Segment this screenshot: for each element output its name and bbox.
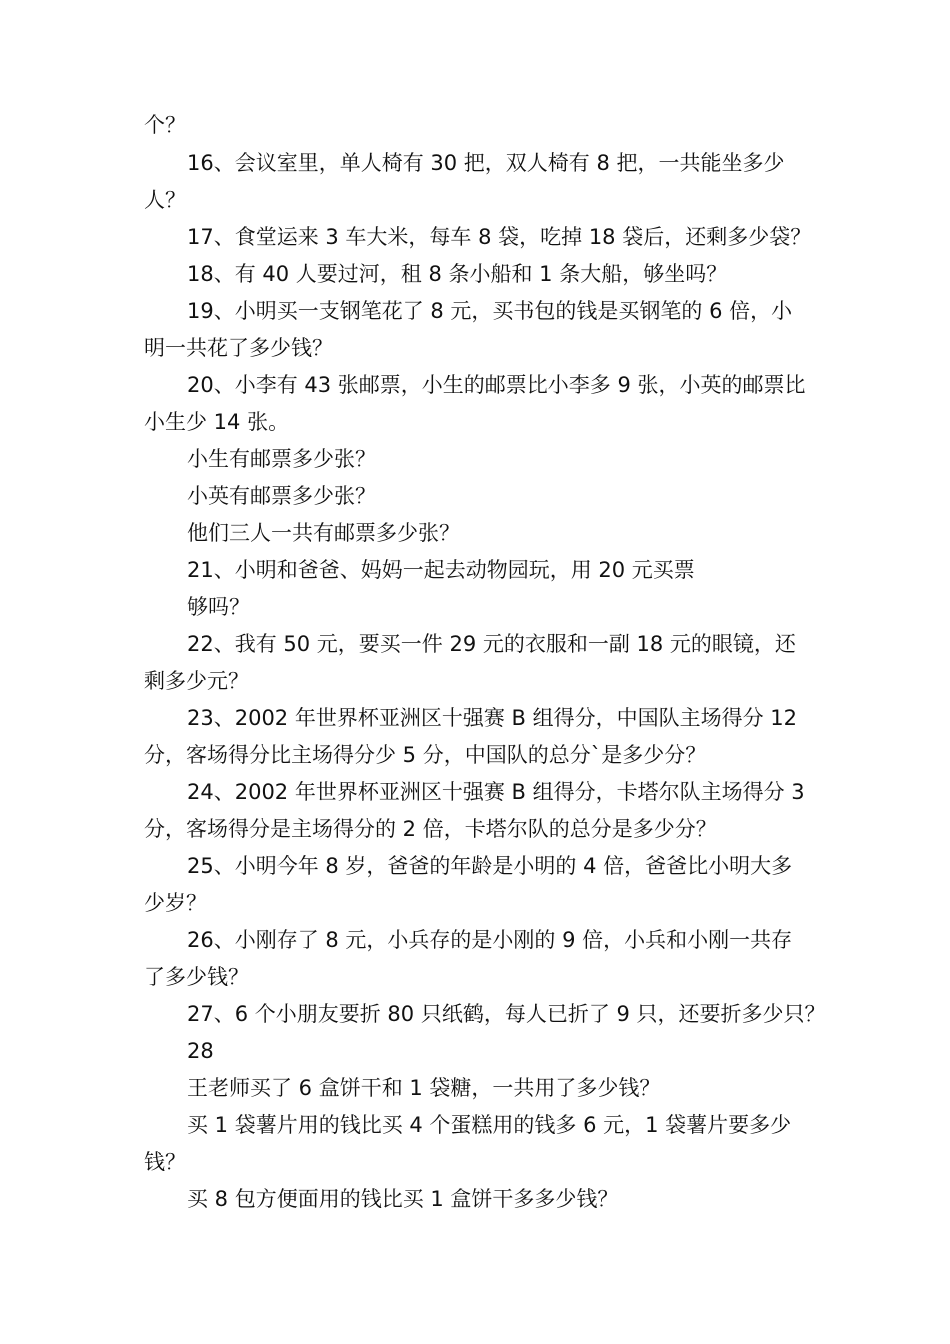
text-line: 23、2002 年世界杯亚洲区十强赛 B 组得分，中国队主场得分 12 bbox=[187, 706, 797, 730]
text-line: 28 bbox=[187, 1039, 214, 1063]
text-line: 22、我有 50 元，要买一件 29 元的衣服和一副 18 元的眼镜，还 bbox=[187, 632, 796, 656]
text-line: 个？ bbox=[144, 113, 186, 137]
text-line: 剩多少元？ bbox=[144, 669, 249, 693]
text-line: 16、会议室里，单人椅有 30 把，双人椅有 8 把，一共能坐多少 bbox=[187, 151, 785, 175]
text-line: 他们三人一共有邮票多少张？ bbox=[187, 521, 460, 545]
text-line: 人？ bbox=[144, 188, 186, 212]
text-line: 24、2002 年世界杯亚洲区十强赛 B 组得分，卡塔尔队主场得分 3 bbox=[187, 780, 805, 804]
text-line: 21、小明和爸爸、妈妈一起去动物园玩，用 20 元买票 bbox=[187, 558, 695, 582]
text-line: 小生少 14 张。 bbox=[144, 410, 290, 434]
text-line: 少岁？ bbox=[144, 891, 207, 915]
text-line: 分，客场得分是主场得分的 2 倍，卡塔尔队的总分是多少分？ bbox=[144, 817, 717, 841]
text-line: 钱？ bbox=[144, 1150, 186, 1174]
text-line: 小生有邮票多少张？ bbox=[187, 447, 376, 471]
text-line: 买 8 包方便面用的钱比买 1 盒饼干多多少钱？ bbox=[187, 1187, 619, 1211]
text-line: 20、小李有 43 张邮票，小生的邮票比小李多 9 张，小英的邮票比 bbox=[187, 373, 806, 397]
text-line: 王老师买了 6 盒饼干和 1 袋糖，一共用了多少钱？ bbox=[187, 1076, 661, 1100]
text-line: 小英有邮票多少张？ bbox=[187, 484, 376, 508]
text-line: 分，客场得分比主场得分少 5 分，中国队的总分`是多少分？ bbox=[144, 743, 707, 767]
text-line: 26、小刚存了 8 元，小兵存的是小刚的 9 倍，小兵和小刚一共存 bbox=[187, 928, 793, 952]
text-line: 买 1 袋薯片用的钱比买 4 个蛋糕用的钱多 6 元，1 袋薯片要多少 bbox=[187, 1113, 792, 1137]
text-line: 18、有 40 人要过河，租 8 条小船和 1 条大船，够坐吗？ bbox=[187, 262, 728, 286]
text-line: 够吗？ bbox=[187, 595, 250, 619]
text-line: 17、食堂运来 3 车大米，每车 8 袋，吃掉 18 袋后，还剩多少袋？ bbox=[187, 225, 812, 249]
text-line: 27、6 个小朋友要折 80 只纸鹤，每人已折了 9 只，还要折多少只？ bbox=[187, 1002, 826, 1026]
text-line: 25、小明今年 8 岁，爸爸的年龄是小明的 4 倍，爸爸比小明大多 bbox=[187, 854, 793, 878]
text-line: 19、小明买一支钢笔花了 8 元，买书包的钱是买钢笔的 6 倍，小 bbox=[187, 299, 793, 323]
text-line: 了多少钱？ bbox=[144, 965, 249, 989]
text-line: 明一共花了多少钱？ bbox=[144, 336, 333, 360]
